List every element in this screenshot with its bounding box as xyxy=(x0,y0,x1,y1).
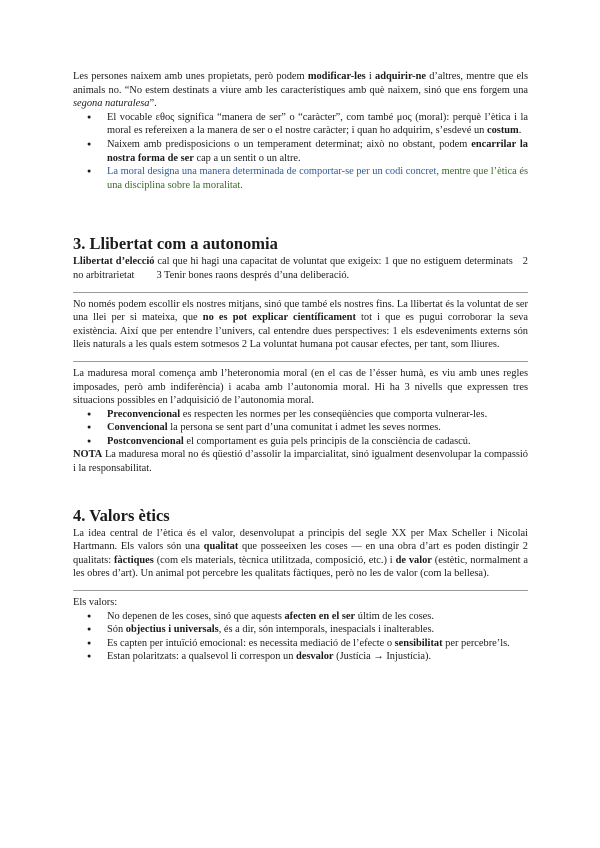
list-item: ● Postconvencional el comportament es guia pels principis de la consciència de cadascú. xyxy=(107,435,528,449)
values-list xyxy=(73,610,528,664)
values-list-intro: Els valors: xyxy=(73,597,118,609)
levels-list xyxy=(73,408,528,449)
list-item-moral-definition: ● La moral designa una manera determinada de comportar-se per un codi concret, mentre que l’ètica és una disciplina sobre la moralitat. xyxy=(107,165,528,192)
document-page xyxy=(73,70,528,664)
divider xyxy=(73,292,528,293)
values-paragraph: La idea central de l’ètica és el valor, desenvolupat a principis del segle XX per Max Scheller i Nicolai Hartmann. Els valors són una qualitat que posseeixen les coses — en una obra d’art es poden distingir 2 qualitats: fàctiques (com els materials, tècnica utilitzada, composició, etc.) i de valor (estètic, normalment a les obres d’art). Un animal pot percebre les qualitats fàctiques, però no les de valor (com la bellesa). xyxy=(73,527,528,580)
list-item: ● Naixem amb predisposicions o un temperament determinat; això no obstant, podem encarrilar la nostra forma de ser cap a un sentit o un altre. xyxy=(107,138,528,165)
section-4-heading: 4. Valors ètics xyxy=(73,505,170,525)
list-item: ● Estan polaritzats: a qualsevol li correspon un desvalor (Justícia → Injustícia). xyxy=(107,650,528,664)
section-3-heading: 3. Llibertat com a autonomia xyxy=(73,234,278,254)
divider xyxy=(73,361,528,362)
list-item: ● Preconvencional es respecten les normes per les conseqüències que comporta vulnerar-les. xyxy=(107,408,528,422)
list-item: ● No depenen de les coses, sinó que aquests afecten en el ser últim de les coses. xyxy=(107,610,528,624)
free-choice-paragraph: Llibertat d’elecció cal que hi hagi una capacitat de voluntat que exigeix: 1 que no estiguem determinats 2 no arbitrarietat 3 Tenir bones raons després d’una deliberació. xyxy=(73,256,528,281)
list-item: ● Són objectius i universals, és a dir, són intemporals, inespacials i inalterables. xyxy=(107,623,528,637)
list-item: ● Convencional la persona se sent part d’una comunitat i admet les seves normes. xyxy=(107,421,528,435)
intro-bullet-list xyxy=(73,111,528,193)
list-item: ● Es capten per intuïció emocional: es necessita mediació de l’efecte o sensibilitat per percebre’ls. xyxy=(107,637,528,651)
note-paragraph: NOTA La maduresa moral no és qüestió d’assolir la imparcialitat, sinó igualment desenvolupar la compassió i la responsabilitat. xyxy=(73,449,528,475)
divider xyxy=(73,590,528,591)
intro-paragraph: Les persones naixem amb unes propietats, però podem modificar-les i adquirir-ne d’altres, mentre que els animals no. “No estem destinats a viure amb les característiques amb què naixem, sinó que ens forgem una segona naturalesa”. xyxy=(73,71,528,110)
list-item: ● El vocable εθος significa “manera de ser” o “caràcter”, com també μος (moral): perquè l’ètica i la moral es refereixen a la manera de ser o el nostre caràcter; i quan ho adquirim, s’esdevé un costum. xyxy=(107,111,528,138)
moral-maturity-paragraph: La maduresa moral comença amb l’heteronomia moral (en el cas de l’ésser humà, es viu amb unes regles imposades, però amb indiferència) i acaba amb l’autonomia moral. Hi ha 3 nivells que expressen tres situacions possibles en l’adquisició de l’autonomia moral. xyxy=(73,367,528,407)
freedom-paragraph: No només podem escollir els nostres mitjans, sinó que també els nostres fins. La llibertat és la voluntat de ser una llei per si mateixa, que no es pot explicar científicament tot i que es pugui corroborar la seva existència. Així que per entendre l’univers, cal entendre dues perspectives: 1 els esdeveniments externs són lleis naturals a les quals estem sotmesos 2 La voluntat humana pot causar efectes, per tant, som lliures. xyxy=(73,298,528,351)
